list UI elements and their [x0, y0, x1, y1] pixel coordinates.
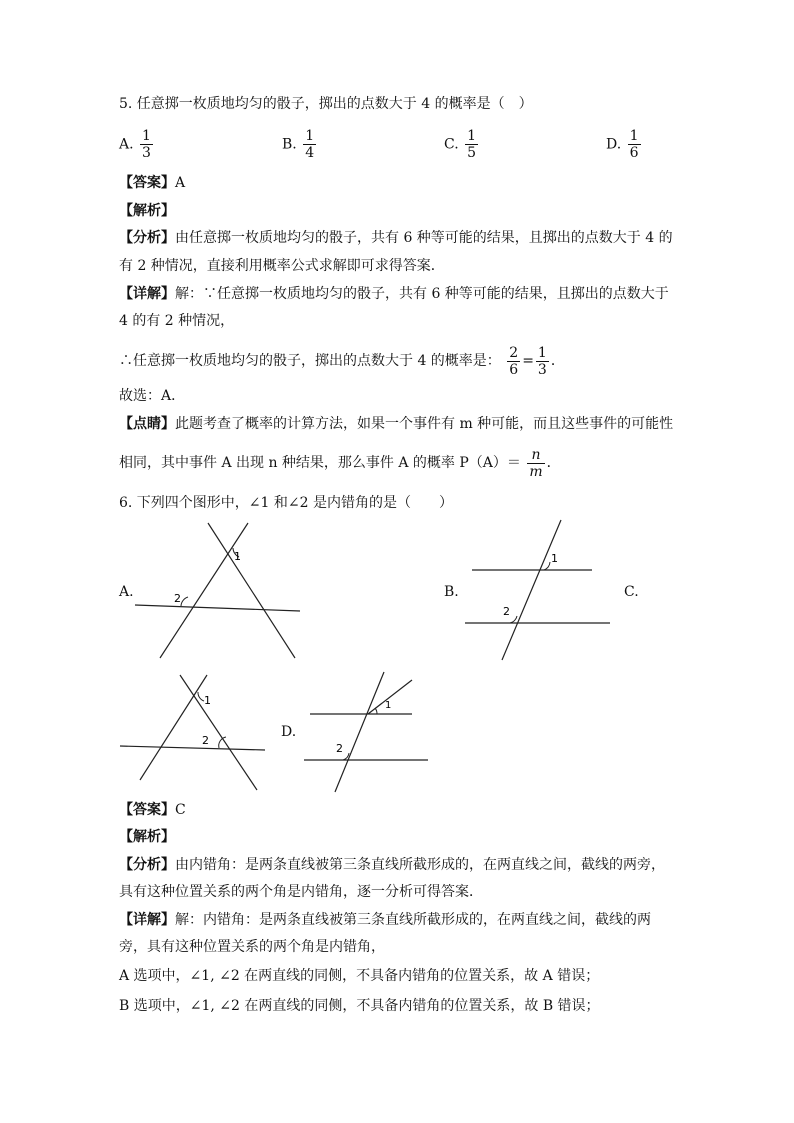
- figure-c: [115, 670, 275, 795]
- line-right-transversal: [208, 523, 295, 658]
- option-fraction: $\frac{1}{5}$: [467, 128, 477, 161]
- fenxi-tag: 【分析】: [119, 857, 175, 873]
- q5-xiangjie-line1: 【详解】解：∵任意掷一枚质地均匀的骰子，共有 6 种等可能的结果，且掷出的点数大于: [119, 286, 669, 302]
- figure-c-label: C.: [624, 584, 639, 600]
- option-letter: D.: [606, 136, 622, 153]
- fraction-2-6: $\frac{2}{6}$: [509, 344, 519, 378]
- q5-dianjing-line2: 相同，其中事件 A 出现 n 种结果，那么事件 A 的概率 P（A）＝ $\frac{n}{m}$ ．: [119, 446, 561, 480]
- angle-1-label: 1: [551, 552, 558, 565]
- line-horizontal: [120, 746, 265, 750]
- q5-xiangjie-line3: ∴任意掷一枚质地均匀的骰子，掷出的点数大于 4 的概率是： $\frac{2}{6}$ = $\frac{1}{3}$ ．: [119, 344, 565, 378]
- figure-d-label: D.: [281, 724, 297, 740]
- line-transversal: [335, 672, 384, 792]
- q5-xiangjie-line2: 4 的有 2 种情况，: [119, 313, 235, 329]
- answer-value: C: [175, 802, 186, 818]
- q6-fenxi-line2: 具有这种位置关系的两个角是内错角，逐一分析可得答案．: [119, 884, 483, 900]
- figure-b: [460, 518, 620, 663]
- answer-value: A: [175, 175, 186, 191]
- q5-choice: 故选：A．: [119, 388, 186, 404]
- q5-fenxi-line2: 有 2 种情况，直接利用概率公式求解即可求得答案．: [119, 258, 445, 274]
- angle-2-arc: [510, 616, 517, 623]
- angle-1-label: 1: [234, 550, 241, 563]
- fraction-n-m: $\frac{n}{m}$: [529, 446, 543, 480]
- fraction-1-3: $\frac{1}{3}$: [537, 344, 547, 378]
- option-letter: B.: [282, 136, 297, 153]
- option-letter: C.: [444, 136, 459, 153]
- q6-xiangjie-line2: 旁，具有这种位置关系的两个角是内错角，: [119, 939, 385, 955]
- line-left-transversal: [160, 523, 248, 658]
- xiangjie-tag: 【详解】: [119, 912, 175, 928]
- answer-tag: 【答案】: [119, 175, 175, 191]
- angle-2-label: 2: [336, 742, 343, 755]
- q6-answer: [119, 800, 186, 820]
- q6-line-b: B 选项中，∠1, ∠2 在两直线的同侧，不具备内错角的位置关系，故 B 错误；: [119, 998, 600, 1014]
- q5-analysis-tag: 【解析】: [119, 203, 175, 219]
- q5-stem: 5. 任意掷一枚质地均匀的骰子，掷出的点数大于 4 的概率是（ ）: [119, 96, 533, 112]
- angle-1-label: 1: [204, 694, 211, 707]
- angle-2-label: 2: [202, 734, 209, 747]
- line-right-transversal: [180, 675, 257, 790]
- q5-option-a: [119, 128, 155, 161]
- option-fraction: $\frac{1}{3}$: [142, 128, 151, 161]
- figure-a: [130, 518, 310, 663]
- q5-fenxi-line1: 【分析】由任意掷一枚质地均匀的骰子，共有 6 种等可能的结果，且掷出的点数大于 4 的: [119, 230, 673, 246]
- option-fraction: $\frac{1}{4}$: [305, 128, 315, 161]
- figure-a-label: A.: [119, 584, 134, 600]
- q6-xiangjie-line1: 【详解】解：内错角：是两条直线被第三条直线所截形成的，在两直线之间，截线的两: [119, 912, 651, 928]
- q6-analysis-tag: 【解析】: [119, 829, 175, 845]
- figure-b-label: B.: [444, 584, 459, 600]
- q5-answer: [119, 173, 185, 193]
- option-letter: A.: [119, 136, 134, 153]
- q6-stem: 6. 下列四个图形中，∠1 和∠2 是内错角的是（ ）: [119, 495, 453, 511]
- fenxi-tag: 【分析】: [119, 230, 175, 246]
- angle-1-arc: [375, 708, 377, 714]
- q5-option-b: [282, 128, 318, 161]
- q5-option-c: [444, 128, 480, 161]
- line-horizontal: [135, 605, 300, 611]
- figure-d: [300, 670, 440, 795]
- line-transversal: [502, 520, 561, 660]
- angle-2-label: 2: [503, 605, 510, 618]
- angle-1-label: 1: [385, 700, 392, 711]
- option-fraction: $\frac{1}{6}$: [629, 128, 639, 161]
- q5-dianjing-line1: 【点睛】此题考查了概率的计算方法，如果一个事件有 m 种可能，而且这些事件的可能性: [119, 416, 674, 432]
- angle-2-label: 2: [174, 592, 181, 605]
- line-left-transversal: [140, 675, 207, 780]
- angle-2-arc: [181, 597, 188, 606]
- q6-fenxi-line1: 【分析】由内错角：是两条直线被第三条直线所截形成的，在两直线之间，截线的两旁，: [119, 857, 665, 873]
- answer-tag: 【答案】: [119, 802, 175, 818]
- xiangjie-tag: 【详解】: [119, 286, 175, 302]
- dianjing-tag: 【点睛】: [119, 416, 175, 432]
- q6-line-a: A 选项中，∠1, ∠2 在两直线的同侧，不具备内错角的位置关系，故 A 错误；: [119, 968, 600, 984]
- angle-1-arc: [544, 562, 550, 570]
- q5-option-d: [606, 128, 643, 161]
